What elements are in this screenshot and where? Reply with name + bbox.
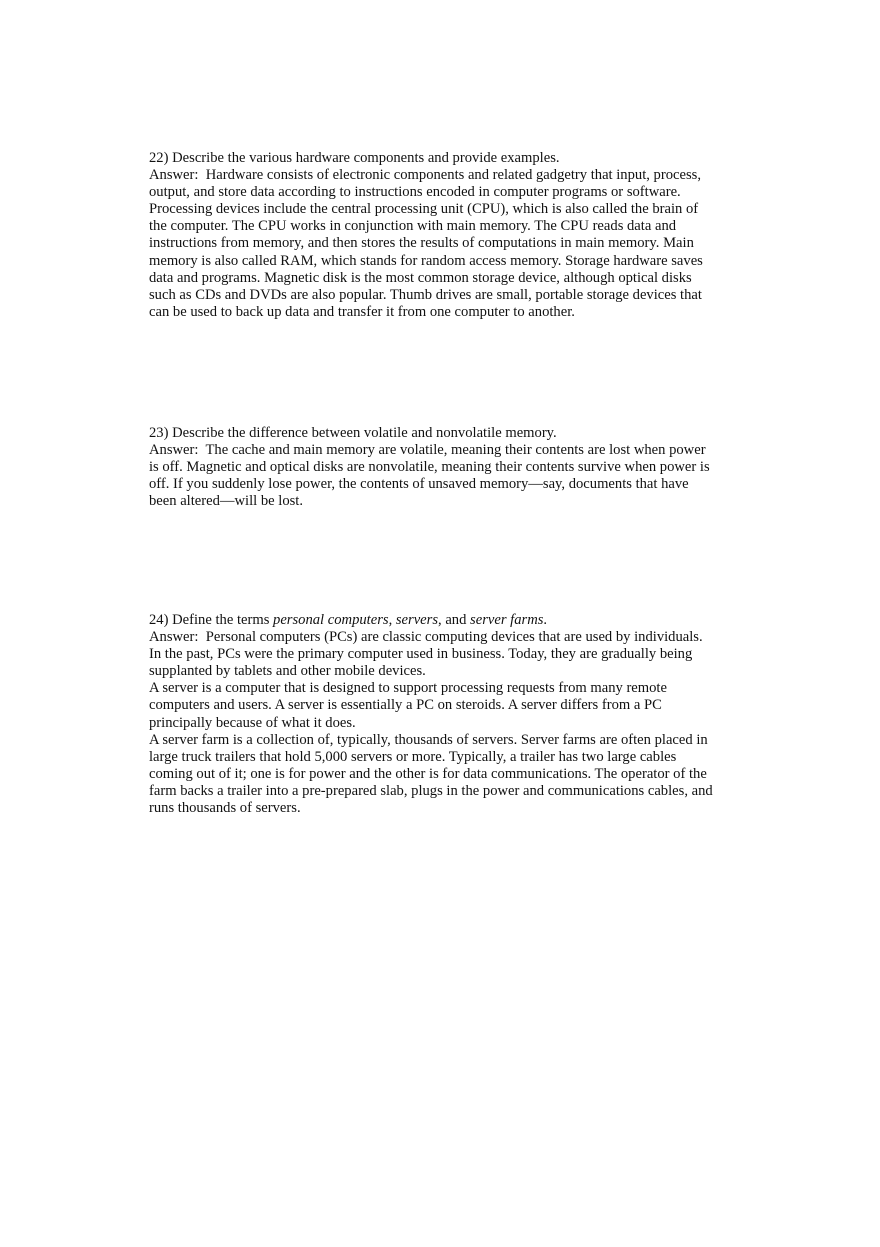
question-number: 23)	[149, 425, 169, 441]
term-server-farms: server farms	[470, 612, 544, 628]
answer-line: data and programs. Magnetic disk is the most common storage device, although optical disks	[149, 269, 692, 286]
answer-line: Answer: The cache and main memory are volatile, meaning their contents are lost when power	[149, 442, 706, 459]
question-24-block	[149, 612, 739, 817]
answer-line: off. If you suddenly lose power, the contents of unsaved memory—say, documents that have	[149, 476, 689, 493]
term-personal-computers: personal computers	[273, 612, 389, 628]
answer-line: output, and store data according to instructions encoded in computer programs or software.	[149, 184, 681, 201]
answer-label: Answer:	[149, 629, 199, 646]
answer-line: Processing devices include the central processing unit (CPU), which is also called the brain of	[149, 201, 699, 218]
question-number: 24)	[149, 612, 169, 628]
answer-line: coming out of it; one is for power and the other is for data communications. The operator of the	[149, 765, 707, 782]
question-23-block	[149, 425, 739, 510]
answer-line: runs thousands of servers.	[149, 800, 301, 817]
question-number: 22)	[149, 150, 169, 166]
answer-line: Answer: Personal computers (PCs) are classic computing devices that are used by individuals.	[149, 629, 703, 646]
answer-line: farm backs a trailer into a pre-prepared slab, plugs in the power and communications cables, and	[149, 782, 713, 799]
answer-line: is off. Magnetic and optical disks are nonvolatile, meaning their contents survive when power is	[149, 459, 710, 476]
answer-line: such as CDs and DVDs are also popular. Thumb drives are small, portable storage devices that	[149, 286, 702, 303]
answer-line: In the past, PCs were the primary computer used in business. Today, they are gradually being	[149, 646, 693, 663]
question-22-heading	[149, 150, 739, 167]
answer-label: Answer:	[149, 167, 199, 184]
answer-line: A server farm is a collection of, typically, thousands of servers. Server farms are often placed in	[149, 731, 708, 748]
question-24-heading: 24) Define the terms personal computers, servers, and server farms.	[149, 612, 548, 628]
answer-label: Answer:	[149, 442, 199, 459]
question-22-block	[149, 150, 739, 321]
answer-line: large truck trailers that hold 5,000 servers or more. Typically, a trailer has two large cables	[149, 748, 677, 765]
question-23-heading	[149, 425, 739, 442]
answer-line: can be used to back up data and transfer it from one computer to another.	[149, 303, 575, 320]
answer-line: supplanted by tablets and other mobile devices.	[149, 663, 426, 680]
answer-line: Answer: Hardware consists of electronic components and related gadgetry that input, process,	[149, 167, 701, 184]
answer-line: been altered—will be lost.	[149, 493, 303, 510]
answer-line: the computer. The CPU works in conjunction with main memory. The CPU reads data and	[149, 218, 677, 235]
term-servers: servers	[395, 612, 439, 628]
answer-line: A server is a computer that is designed to support processing requests from many remote	[149, 680, 667, 697]
answer-line: instructions from memory, and then stores the results of computations in main memory. Main	[149, 235, 694, 252]
question-text: Describe the difference between volatile and nonvolatile memory.	[172, 425, 557, 441]
answer-line: computers and users. A server is essentially a PC on steroids. A server differs from a PC	[149, 697, 662, 714]
question-text: Describe the various hardware components and provide examples.	[172, 150, 560, 166]
answer-line: memory is also called RAM, which stands for random access memory. Storage hardware saves	[149, 252, 703, 269]
answer-line: principally because of what it does.	[149, 714, 356, 731]
